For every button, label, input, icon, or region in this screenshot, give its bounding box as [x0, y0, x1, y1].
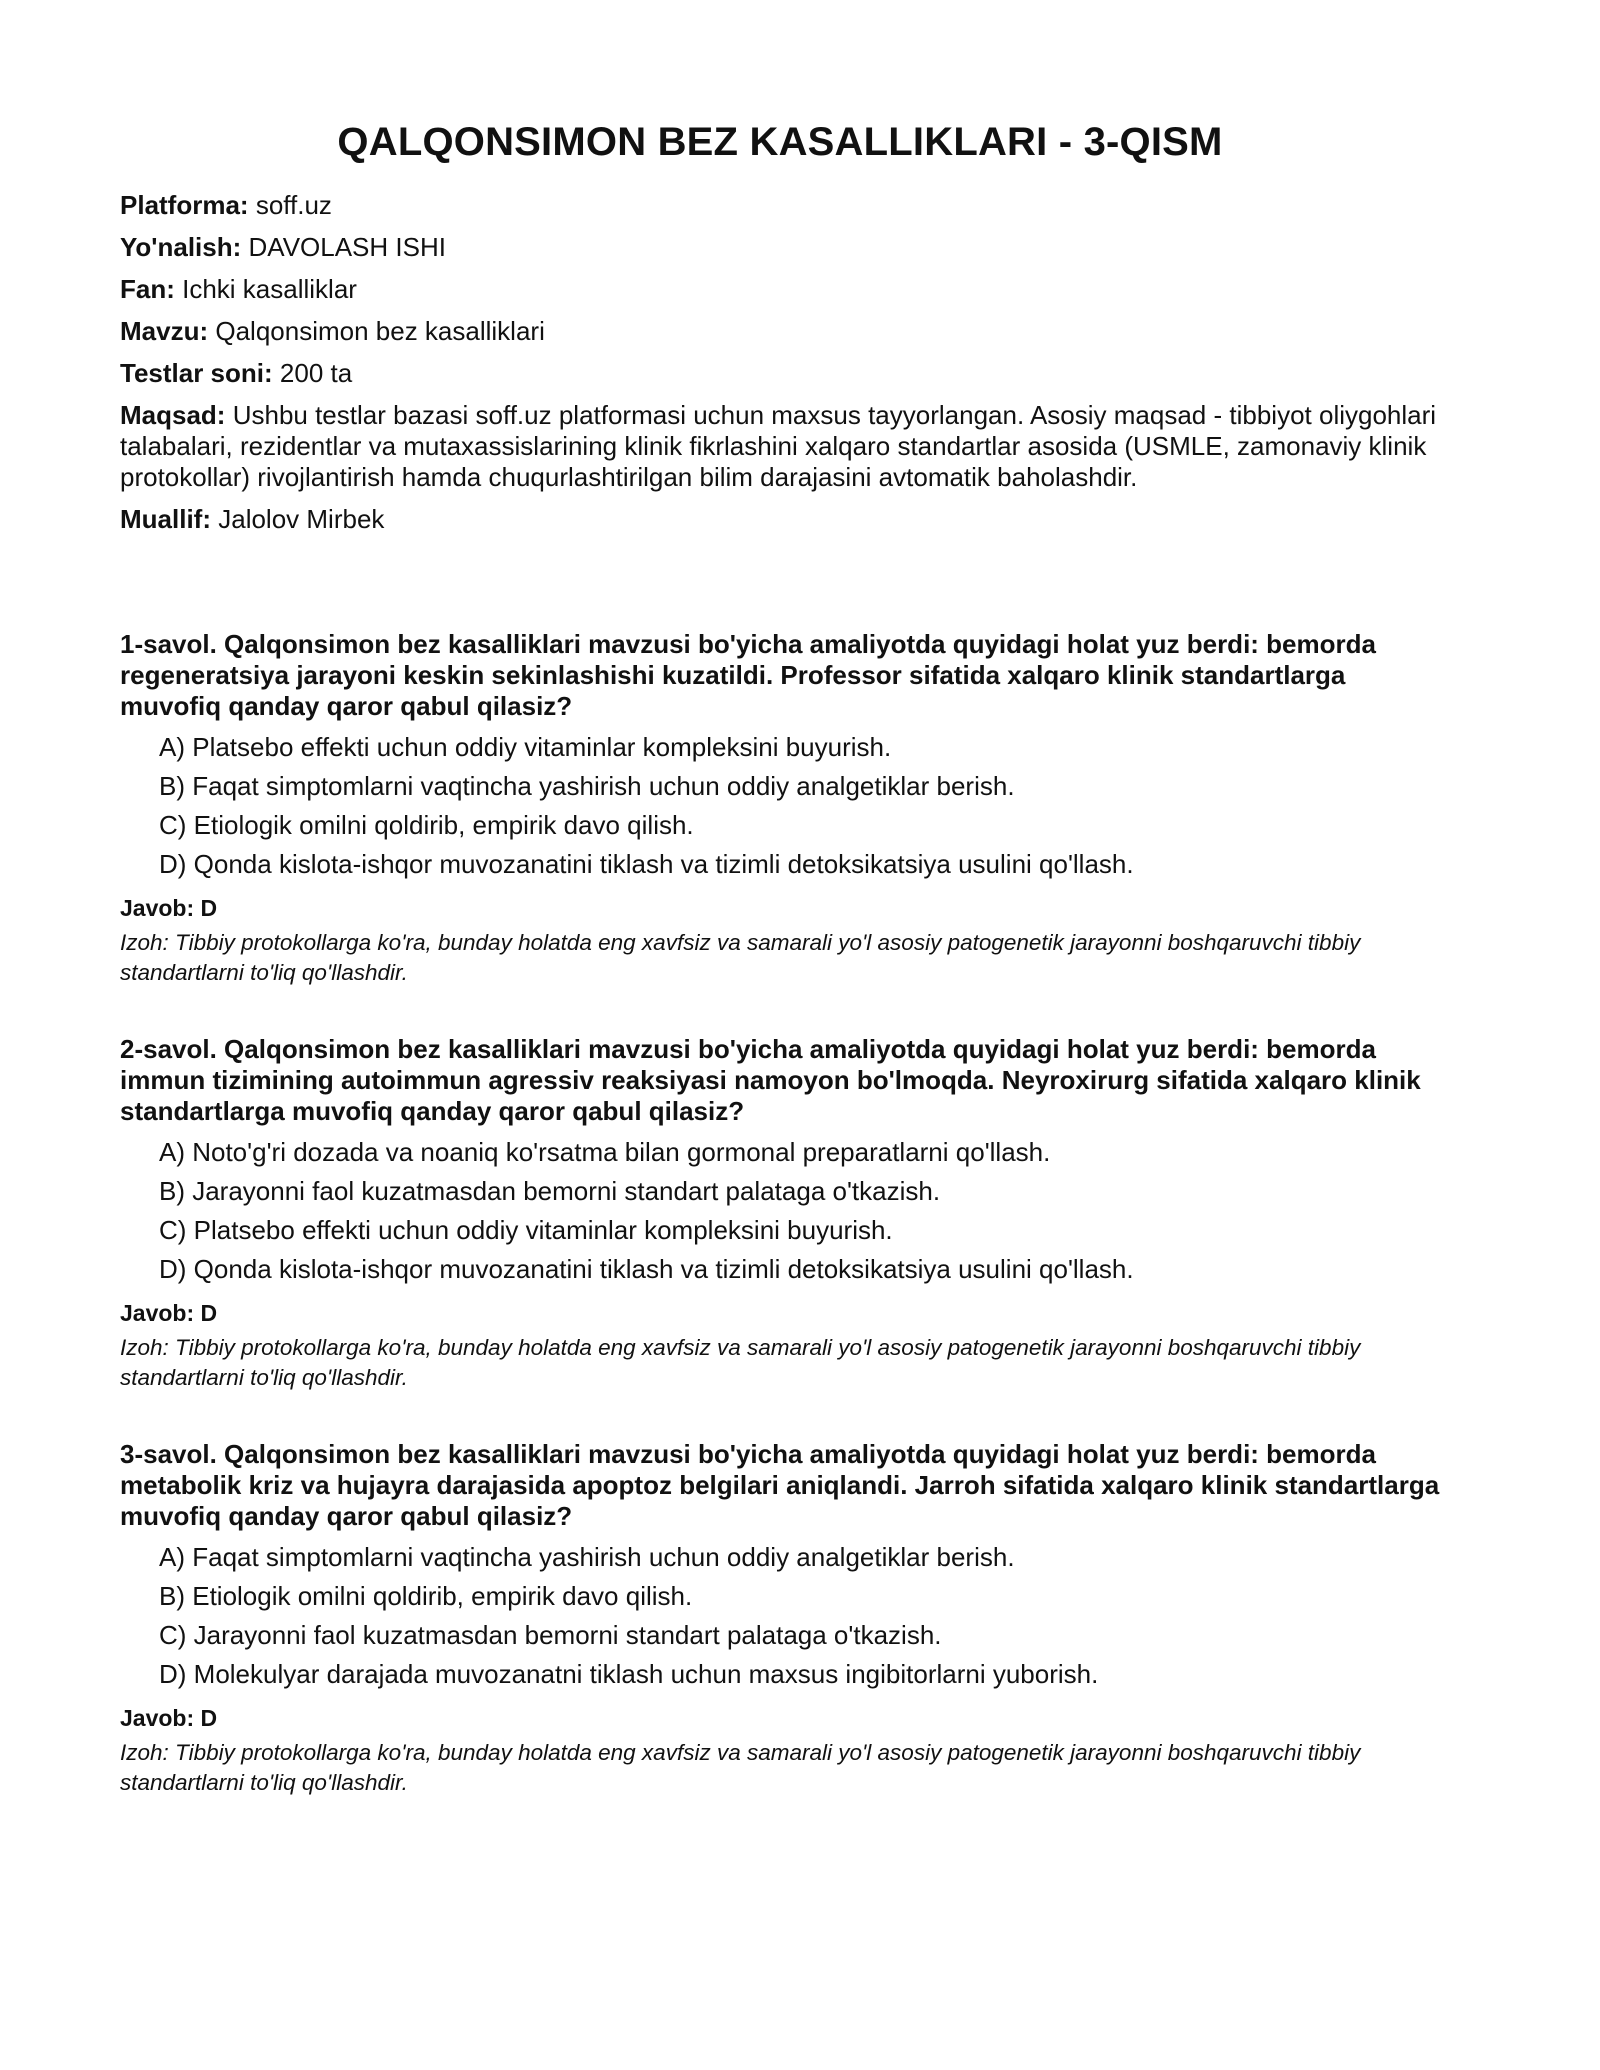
option-b: B) Jarayonni faol kuzatmasdan bemorni standart palataga o'tkazish.	[159, 1176, 941, 1206]
meta-value: Ichki kasalliklar	[182, 274, 357, 304]
meta-label: Maqsad:	[120, 400, 226, 430]
document-title: QALQONSIMON BEZ KASALLIKLARI - 3-QISM	[337, 120, 1223, 164]
answer-options	[120, 1137, 1440, 1285]
question-text: 2-savol. Qalqonsimon bez kasalliklari mavzusi bo'yicha amaliyotda quyidagi holat yuz berdi: bemorda immun tizimining autoimmun agressiv reaksiyasi namoyon bo'lmoqda. Neyroxirurg sifatida xalqaro klinik standartlarga muvofiq qanday qaror qabul qilasiz?	[120, 1034, 1421, 1126]
meta-subject	[120, 274, 1440, 305]
option-b: B) Faqat simptomlarni vaqtincha yashirish uchun oddiy analgetiklar berish.	[159, 771, 1015, 801]
answer-options	[120, 732, 1440, 880]
question-2	[120, 1034, 1440, 1393]
explanation-note: Izoh: Tibbiy protokollarga ko'ra, bunday holatda eng xavfsiz va samarali yo'l asosiy patogenetik jarayonni boshqaruvchi tibbiy standartlarni to'liq qo'llashdir.	[120, 1740, 1361, 1795]
question-text: 1-savol. Qalqonsimon bez kasalliklari mavzusi bo'yicha amaliyotda quyidagi holat yuz berdi: bemorda regeneratsiya jarayoni keskin sekinlashishi kuzatildi. Professor sifatida xalqaro klinik standartlarga muvofiq qanday qaror qabul qilasiz?	[120, 629, 1376, 721]
meta-value: DAVOLASH ISHI	[248, 232, 446, 262]
meta-author	[120, 504, 1440, 535]
meta-value: soff.uz	[255, 190, 332, 220]
explanation-note: Izoh: Tibbiy protokollarga ko'ra, bunday holatda eng xavfsiz va samarali yo'l asosiy patogenetik jarayonni boshqaruvchi tibbiy standartlarni to'liq qo'llashdir.	[120, 1335, 1361, 1390]
explanation-note: Izoh: Tibbiy protokollarga ko'ra, bunday holatda eng xavfsiz va samarali yo'l asosiy patogenetik jarayonni boshqaruvchi tibbiy standartlarni to'liq qo'llashdir.	[120, 930, 1361, 985]
meta-platform	[120, 190, 1440, 221]
meta-value: 200 ta	[279, 358, 353, 388]
meta-label: Fan:	[120, 274, 175, 304]
meta-direction	[120, 232, 1440, 263]
meta-value: Ushbu testlar bazasi soff.uz platformasi uchun maxsus tayyorlangan. Asosiy maqsad - tibbiyot oliygohlari talabalari, rezidentlar va mutaxassislarining klinik fikrlashini xalqaro standartlar asosida (USMLE, zamonaviy klinik protokollar) rivojlantirish hamda chuqurlashtirilgan bilim darajasini avtomatik baholashdir.	[120, 400, 1437, 492]
meta-purpose	[120, 400, 1440, 493]
option-a: A) Noto'g'ri dozada va noaniq ko'rsatma bilan gormonal preparatlarni qo'llash.	[159, 1137, 1051, 1167]
metadata-block	[120, 190, 1440, 535]
meta-label: Yo'nalish:	[120, 232, 242, 262]
option-d: D) Qonda kislota-ishqor muvozanatini tiklash va tizimli detoksikatsiya usulini qo'llash.	[159, 1254, 1134, 1284]
meta-value: Jalolov Mirbek	[218, 504, 385, 534]
answer-options	[120, 1542, 1440, 1690]
answer-key: Javob: D	[120, 895, 218, 921]
option-d: D) Molekulyar darajada muvozanatni tiklash uchun maxsus ingibitorlarni yuborish.	[159, 1659, 1099, 1689]
option-d: D) Qonda kislota-ishqor muvozanatini tiklash va tizimli detoksikatsiya usulini qo'llash.	[159, 849, 1134, 879]
question-3	[120, 1439, 1440, 1798]
meta-topic	[120, 316, 1440, 347]
option-c: C) Jarayonni faol kuzatmasdan bemorni standart palataga o'tkazish.	[159, 1620, 942, 1650]
question-1	[120, 629, 1440, 988]
meta-test-count	[120, 358, 1440, 389]
option-c: C) Platsebo effekti uchun oddiy vitaminlar kompleksini buyurish.	[159, 1215, 893, 1245]
option-c: C) Etiologik omilni qoldirib, empirik davo qilish.	[159, 810, 694, 840]
meta-label: Testlar soni:	[120, 358, 273, 388]
meta-label: Platforma:	[120, 190, 249, 220]
meta-label: Muallif:	[120, 504, 211, 534]
question-text: 3-savol. Qalqonsimon bez kasalliklari mavzusi bo'yicha amaliyotda quyidagi holat yuz berdi: bemorda metabolik kriz va hujayra darajasida apoptoz belgilari aniqlandi. Jarroh sifatida xalqaro klinik standartlarga muvofiq qanday qaror qabul qilasiz?	[120, 1439, 1440, 1531]
answer-key: Javob: D	[120, 1705, 218, 1731]
meta-label: Mavzu:	[120, 316, 209, 346]
meta-value: Qalqonsimon bez kasalliklari	[215, 316, 545, 346]
option-b: B) Etiologik omilni qoldirib, empirik davo qilish.	[159, 1581, 693, 1611]
option-a: A) Platsebo effekti uchun oddiy vitaminlar kompleksini buyurish.	[159, 732, 892, 762]
option-a: A) Faqat simptomlarni vaqtincha yashirish uchun oddiy analgetiklar berish.	[159, 1542, 1015, 1572]
answer-key: Javob: D	[120, 1300, 218, 1326]
